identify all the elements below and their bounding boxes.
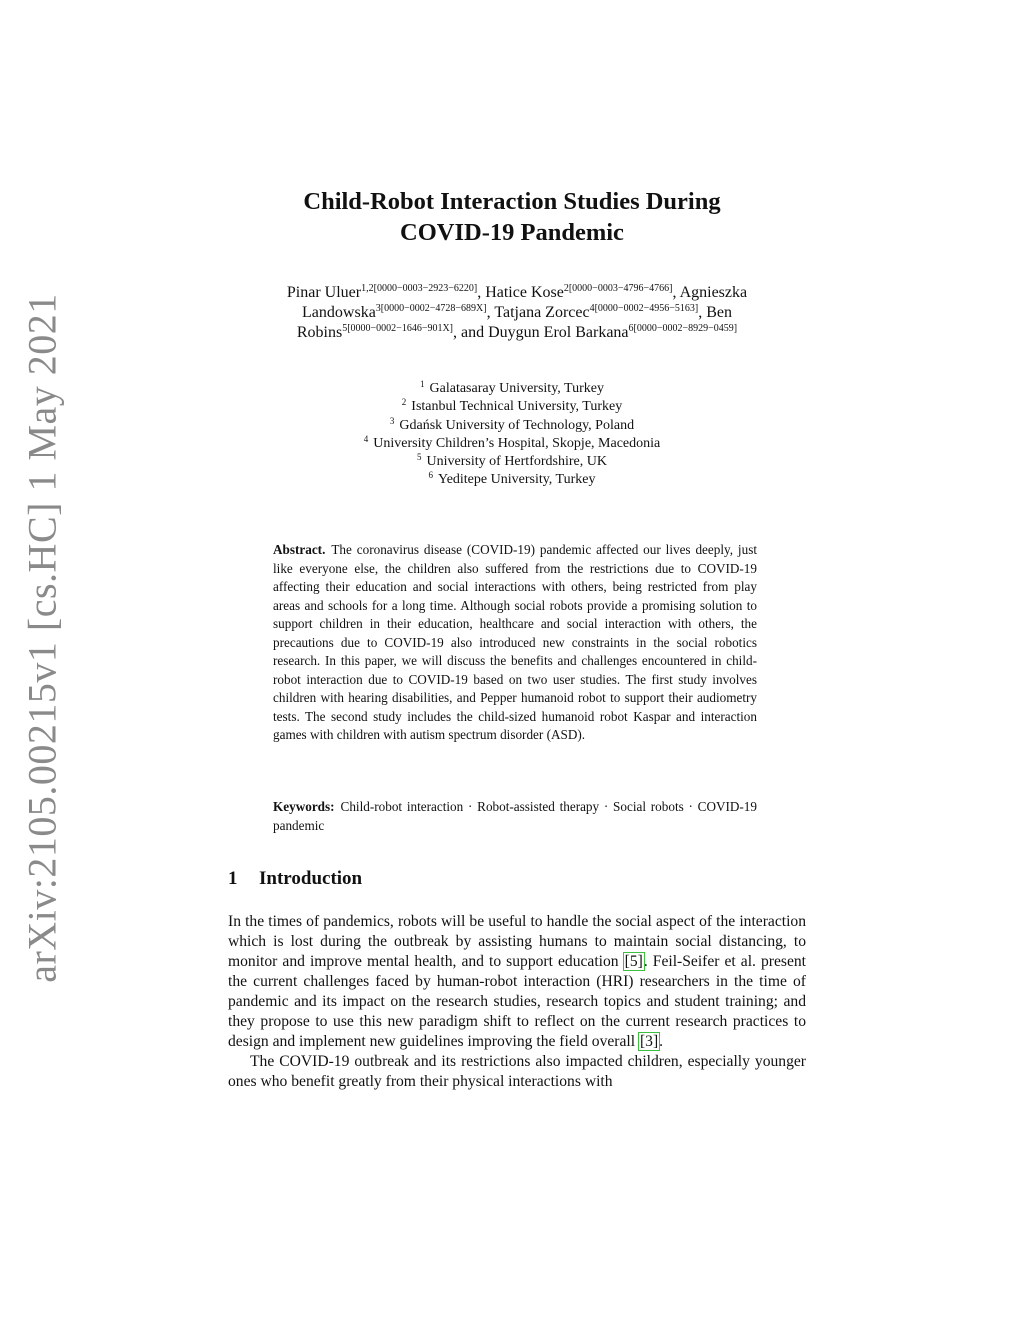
arxiv-identifier: arXiv:2105.00215v1 [cs.HC] 1 May 2021	[19, 293, 65, 983]
paragraph-1-text-b: . Feil-Seifer et al. present the current challenges faced by human-robot interaction (HRI) researchers in the time of pandemic and its impact on the research studies, research topics and student training; and they propose to use this new paradigm shift to reflect on the current research practices to design and implement new guidelines improving the field overall	[228, 953, 806, 1050]
author-list	[228, 283, 806, 343]
author-affiliation-orcid: 6[0000−0002−8929−0459]	[628, 323, 738, 334]
abstract-text: The coronavirus disease (COVID-19) pandemic affected our lives deeply, just like everyone else, the children also suffered from the restrictions due to COVID-19 affecting their education and social interactions with others, being restricted from play areas and schools for a long time. Although social robots provide a promising solution to support children in their education, healthcare and social interaction with others, the precautions due to COVID-19 also introduced new constraints in the social robotics research. In this paper, we will discuss the benefits and challenges encountered in child-robot interaction due to COVID-19 based on two user studies. The first study involves children with hearing disabilities, and Pepper humanoid robot to support their audiometry tests. The second study includes the child-sized humanoid robot Kaspar and interaction games with children with autism spectrum disorder (ASD).	[273, 542, 757, 742]
author-affiliation-orcid: 1,2[0000−0003−2923−6220]	[361, 283, 478, 294]
section-heading	[228, 868, 362, 890]
affiliation-item	[0, 380, 1024, 398]
title-line-2: COVID-19 Pandemic	[400, 219, 624, 246]
author-affiliation-orcid: 4[0000−0002−4956−5163]	[589, 303, 699, 314]
affiliation-number: 1	[420, 379, 425, 389]
affiliation-number: 2	[401, 397, 407, 408]
affiliation-text: University of Hertfordshire, UK	[426, 454, 607, 470]
author-separator: ,	[672, 284, 680, 301]
keywords	[273, 798, 757, 835]
title-line-1: Child-Robot Interaction Studies During	[303, 188, 721, 215]
keywords-text: Child-robot interaction · Robot-assisted therapy · Social robots · COVID-19 pandemic	[273, 799, 757, 833]
affiliation-text: Galatasaray University, Turkey	[429, 381, 604, 396]
affiliation-number: 3	[389, 415, 395, 426]
paragraph-1-text-c: .	[659, 1033, 664, 1050]
citation-link-5[interactable]: [5]	[624, 953, 643, 970]
abstract-label: Abstract.	[273, 542, 326, 557]
affiliation-item	[0, 471, 1024, 489]
author-affiliation-orcid: 3[0000−0002−4728−689X]	[375, 303, 487, 314]
author-name: Agnieszka Landowska	[302, 284, 748, 321]
author-affiliation-orcid: 5[0000−0002−1646−901X]	[342, 323, 454, 334]
author-name: Hatice Kose	[485, 284, 564, 301]
author-separator: ,	[698, 304, 707, 321]
abstract	[273, 541, 757, 745]
affiliation-item	[0, 435, 1024, 453]
author-name: Ben Robins	[296, 304, 732, 341]
affiliation-number: 6	[428, 470, 433, 481]
author-name: Pinar Uluer	[286, 284, 362, 301]
author-separator: ,	[486, 304, 495, 321]
affiliation-text: Istanbul Technical University, Turkey	[411, 399, 623, 415]
section-title: Introduction	[259, 868, 363, 889]
affiliation-text: Gdańsk University of Technology, Poland	[399, 417, 635, 433]
author-name: Duygun Erol Barkana	[488, 324, 629, 341]
affiliation-text: Yeditepe University, Turkey	[437, 472, 596, 488]
citation-link-3[interactable]: [3]	[639, 1033, 659, 1050]
affiliation-item	[0, 453, 1024, 471]
keywords-label: Keywords:	[273, 799, 335, 814]
affiliation-item	[0, 417, 1024, 435]
section-body	[228, 912, 806, 1092]
paragraph-1	[228, 912, 806, 1052]
paragraph-1-text-a: In the times of pandemics, robots will be useful to handle the social aspect of the interaction which is lost during the outbreak by assisting humans to maintain social distancing, to monitor and improve mental health, and to support education	[228, 913, 806, 970]
author-name: Tatjana Zorcec	[494, 304, 590, 321]
affiliation-list	[0, 380, 1024, 490]
affiliation-text: University Children’s Hospital, Skopje, Macedonia	[373, 435, 661, 451]
author-separator: ,	[477, 284, 486, 301]
author-separator: , and	[453, 324, 489, 341]
paper-title	[0, 186, 1024, 248]
affiliation-item	[0, 398, 1024, 416]
author-affiliation-orcid: 2[0000−0003−4796−4766]	[563, 283, 673, 294]
affiliation-number: 4	[363, 433, 369, 444]
affiliation-number: 5	[417, 452, 422, 463]
section-number: 1	[228, 868, 238, 889]
paragraph-2: The COVID-19 outbreak and its restrictions also impacted children, especially younger ones who benefit greatly from their physical interactions with	[228, 1053, 806, 1090]
